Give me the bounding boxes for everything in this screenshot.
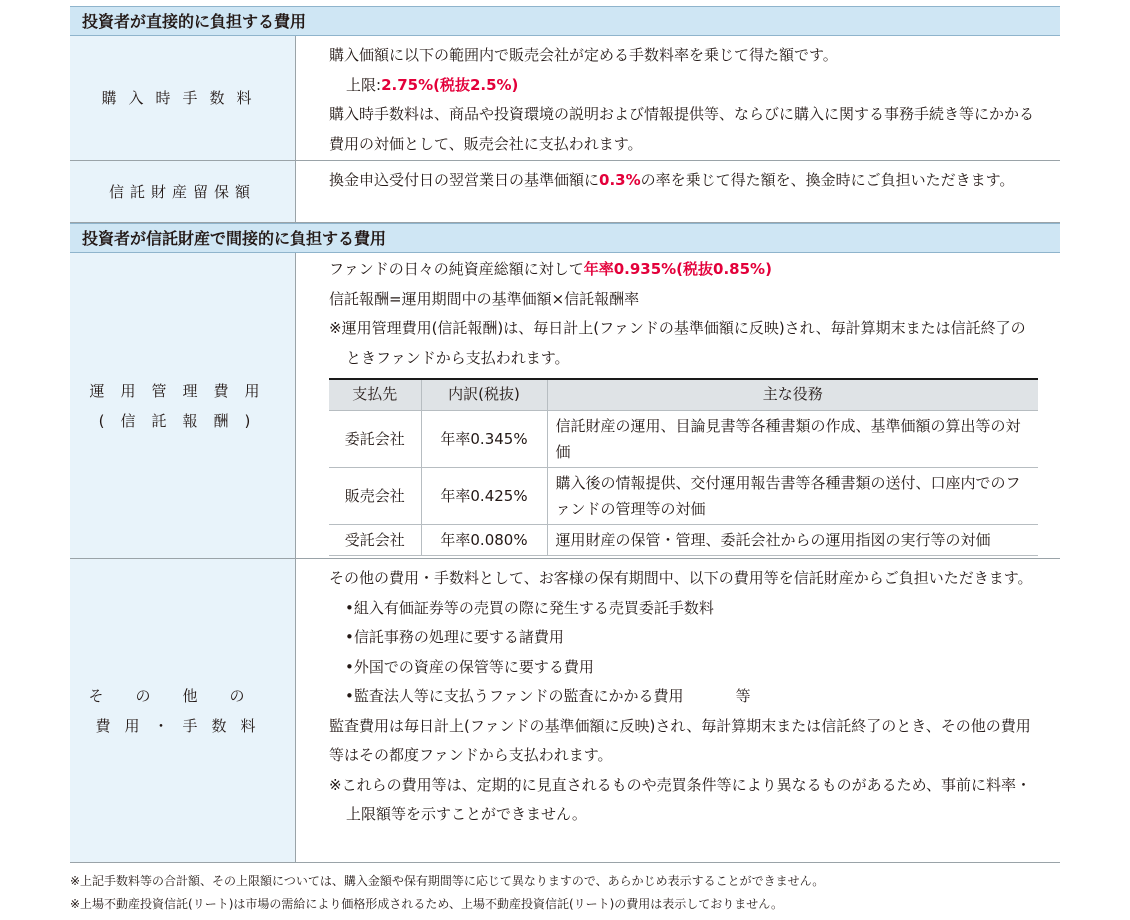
section-header-indirect: 投資者が信託財産で間接的に負担する費用	[70, 223, 1060, 253]
management-line1	[329, 255, 1038, 285]
section-header-direct: 投資者が直接的に負担する費用	[70, 6, 1060, 36]
header-payee: 支払先	[329, 379, 421, 410]
header-breakdown: 内訳(税抜)	[421, 379, 547, 410]
label-line1: その他の	[88, 686, 277, 705]
management-body	[296, 253, 1060, 558]
label-text: 購入時手数料	[101, 89, 264, 107]
row-purchase-fee	[70, 36, 1060, 161]
cell-services: 信託財産の運用、目論見書等各種書類の作成、基準価額の算出等の対価	[547, 410, 1038, 467]
other-intro: その他の費用・手数料として、お客様の保有期間中、以下の費用等を信託財産からご負担いただきます。	[329, 569, 1033, 587]
cell-services: 運用財産の保管・管理、委託会社からの運用指図の実行等の対価	[547, 524, 1038, 555]
cell-payee: 受託会社	[329, 524, 421, 555]
bullet-item-last	[329, 682, 1038, 712]
purchase-fee-body	[296, 36, 1060, 160]
header-services: 主な役務	[547, 379, 1038, 410]
bullet-item: •信託事務の処理に要する諸費用	[345, 628, 564, 646]
label-text: 信託財産留保額	[108, 182, 256, 201]
bullet-etc: 等	[735, 687, 751, 705]
footnotes	[70, 870, 824, 916]
other-note2: ※これらの費用等は、定期的に見直されるものや売買条件等により異なるものがあるため、事前に料率・上限額等を示すことができません。	[329, 775, 1031, 823]
reserve-text	[329, 166, 1038, 196]
other-note1: 監査費用は毎日計上(ファンドの基準価額に反映)され、毎計算期末または信託終了のとき、その他の費用等はその都度ファンドから支払われます。	[329, 716, 1031, 764]
label-reserve	[70, 161, 296, 222]
table-header-row	[329, 379, 1038, 410]
management-formula: 信託報酬=運用期間中の基準価額×信託報酬率	[329, 289, 640, 308]
management-rate: 年率0.935%(税抜0.85%)	[583, 260, 772, 278]
bullet-item: •外国での資産の保管等に要する費用	[345, 657, 594, 676]
cell-rate: 年率0.080%	[421, 524, 547, 555]
purchase-fee-limit	[329, 71, 1038, 101]
row-other-fees	[70, 559, 1060, 863]
footnote: ※上場不動産投資信託(リート)は市場の需給により価格形成されるため、上場不動産投資信託(リート)の費用は表示しておりません。	[70, 897, 784, 911]
reserve-body	[296, 161, 1060, 222]
label-line1: 運用管理費用	[89, 381, 276, 400]
cell-rate: 年率0.425%	[421, 467, 547, 524]
row-reserve	[70, 161, 1060, 223]
other-body	[296, 559, 1060, 862]
label-line2: 費用・手数料	[95, 716, 270, 735]
label-purchase-fee	[70, 36, 296, 160]
purchase-fee-description: 購入時手数料は、商品や投資環境の説明および情報提供等、ならびに購入に関する事務手続き等にかかる費用の対価として、販売会社に支払われます。	[329, 105, 1035, 153]
reserve-post: の率を乗じて得た額を、換金時にご負担いただきます。	[640, 171, 1015, 189]
table-row	[329, 410, 1038, 467]
footnote: ※上記手数料等の合計額、その上限額については、購入金額や保有期間等に応じて異なりますので、あらかじめ表示することができません。	[70, 874, 825, 888]
label-line2: (信託報酬)	[98, 411, 267, 430]
label-other-fees	[70, 559, 296, 862]
label-management-fee	[70, 253, 296, 558]
bullet-text: •監査法人等に支払うファンドの監査にかかる費用	[345, 687, 684, 705]
cell-payee: 販売会社	[329, 467, 421, 524]
row-management-fee	[70, 253, 1060, 559]
purchase-fee-line1: 購入価額に以下の範囲内で販売会社が定める手数料率を乗じて得た額です。	[329, 46, 838, 64]
table-row	[329, 524, 1038, 555]
fee-table	[70, 6, 1060, 863]
cell-payee: 委託会社	[329, 410, 421, 467]
fee-breakdown-table	[329, 378, 1038, 556]
bullet-item: •組入有価証券等の売買の際に発生する売買委託手数料	[345, 598, 714, 617]
table-row	[329, 467, 1038, 524]
reserve-pre: 換金申込受付日の翌営業日の基準価額に	[329, 171, 600, 189]
limit-value: 2.75%(税抜2.5%)	[381, 75, 519, 94]
management-note: ※運用管理費用(信託報酬)は、毎日計上(ファンドの基準価額に反映)され、毎計算期末または信託終了のときファンドから支払われます。	[329, 319, 1026, 367]
reserve-rate: 0.3%	[599, 171, 641, 189]
cell-rate: 年率0.345%	[421, 410, 547, 467]
management-line1-pre: ファンドの日々の純資産総額に対して	[329, 260, 584, 278]
cell-services: 購入後の情報提供、交付運用報告書等各種書類の送付、口座内でのファンドの管理等の対価	[547, 467, 1038, 524]
limit-prefix: 上限:	[346, 75, 382, 94]
